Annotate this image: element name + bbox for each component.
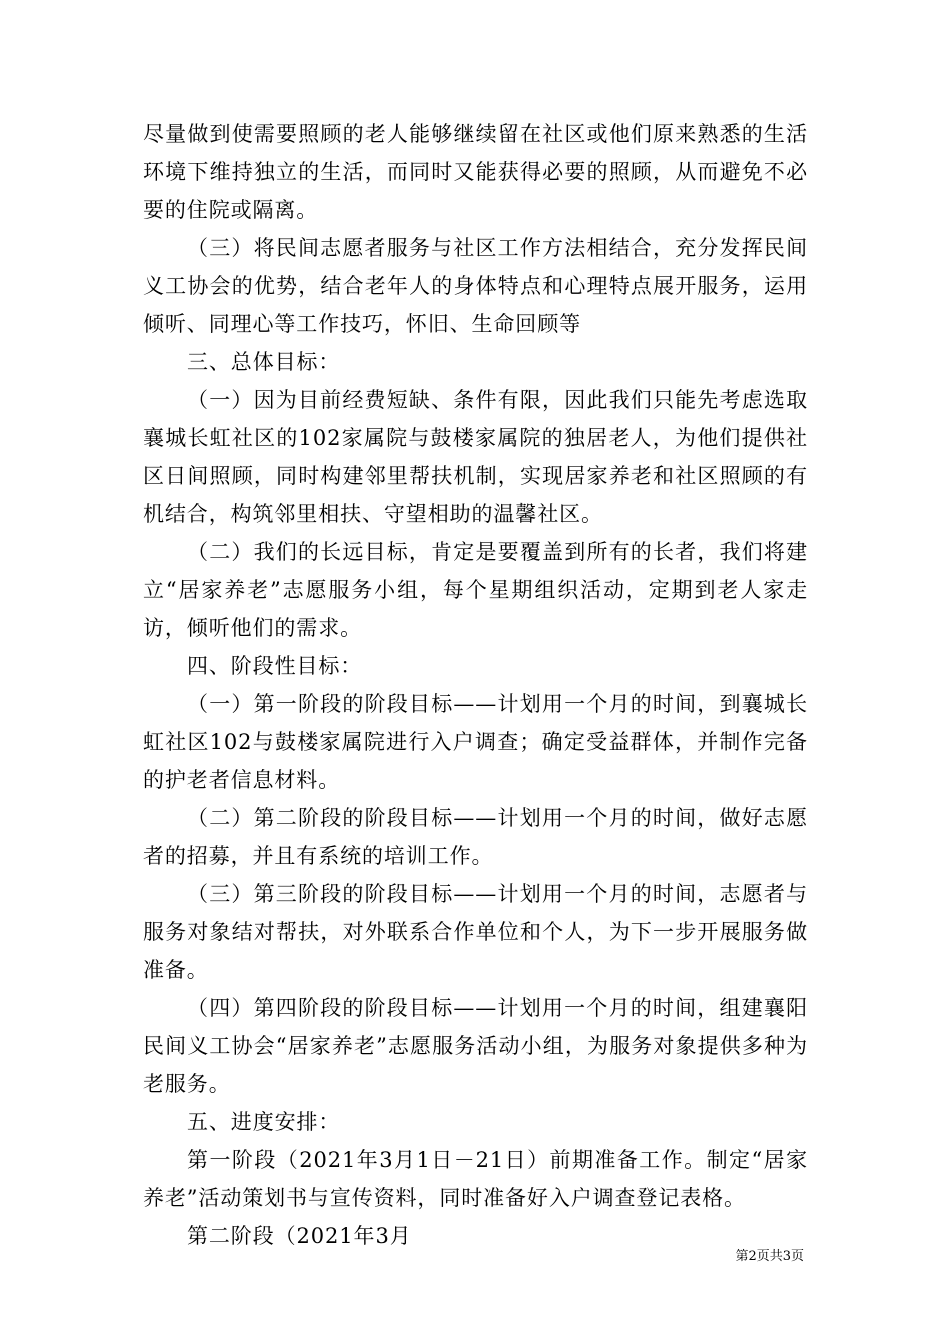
paragraph-9: （三）第三阶段的阶段目标——计划用一个月的时间，志愿者与服务对象结对帮扶，对外联系合作单位和个人，为下一步开展服务做准备。 [143,882,808,982]
paragraph-2: （三）将民间志愿者服务与社区工作方法相结合，充分发挥民间义工协会的优势，结合老年人的身体特点和心理特点展开服务，运用倾听、同理心等工作技巧，怀旧、生命回顾等 [143,236,808,336]
paragraph-5: （二）我们的长远目标，肯定是要覆盖到所有的长者，我们将建立“居家养老”志愿服务小组，每个星期组织活动，定期到老人家走访，倾听他们的需求。 [143,540,808,640]
section-heading-4: 四、阶段性目标： [187,654,363,678]
paragraph-10: （四）第四阶段的阶段目标——计划用一个月的时间，组建襄阳民间义工协会“居家养老”志愿服务活动小组，为服务对象提供多种为老服务。 [143,996,808,1096]
paragraph-1: 尽量做到使需要照顾的老人能够继续留在社区或他们原来熟悉的生活环境下维持独立的生活，而同时又能获得必要的照顾，从而避免不必要的住院或隔离。 [143,122,808,222]
section-heading-5: 五、进度安排： [187,1110,341,1134]
document-body [143,115,808,1255]
section-heading-3: 三、总体目标： [187,350,341,374]
paragraph-8: （二）第二阶段的阶段目标——计划用一个月的时间，做好志愿者的招募，并且有系统的培训工作。 [143,806,808,868]
paragraph-7: （一）第一阶段的阶段目标——计划用一个月的时间，到襄城长虹社区102与鼓楼家属院进行入户调查；确定受益群体，并制作完备的护老者信息材料。 [143,692,808,792]
paragraph-13: 第二阶段（2021年3月 [187,1224,412,1248]
page-number: 第2页共3页 [735,1249,804,1264]
paragraph-12: 第一阶段（2021年3月1日－21日）前期准备工作。制定“居家养老”活动策划书与宣传资料，同时准备好入户调查登记表格。 [143,1148,808,1210]
paragraph-4: （一）因为目前经费短缺、条件有限，因此我们只能先考虑选取襄城长虹社区的102家属院与鼓楼家属院的独居老人，为他们提供社区日间照顾，同时构建邻里帮扶机制，实现居家养老和社区照顾的有机结合，构筑邻里相扶、守望相助的温馨社区。 [143,388,808,526]
